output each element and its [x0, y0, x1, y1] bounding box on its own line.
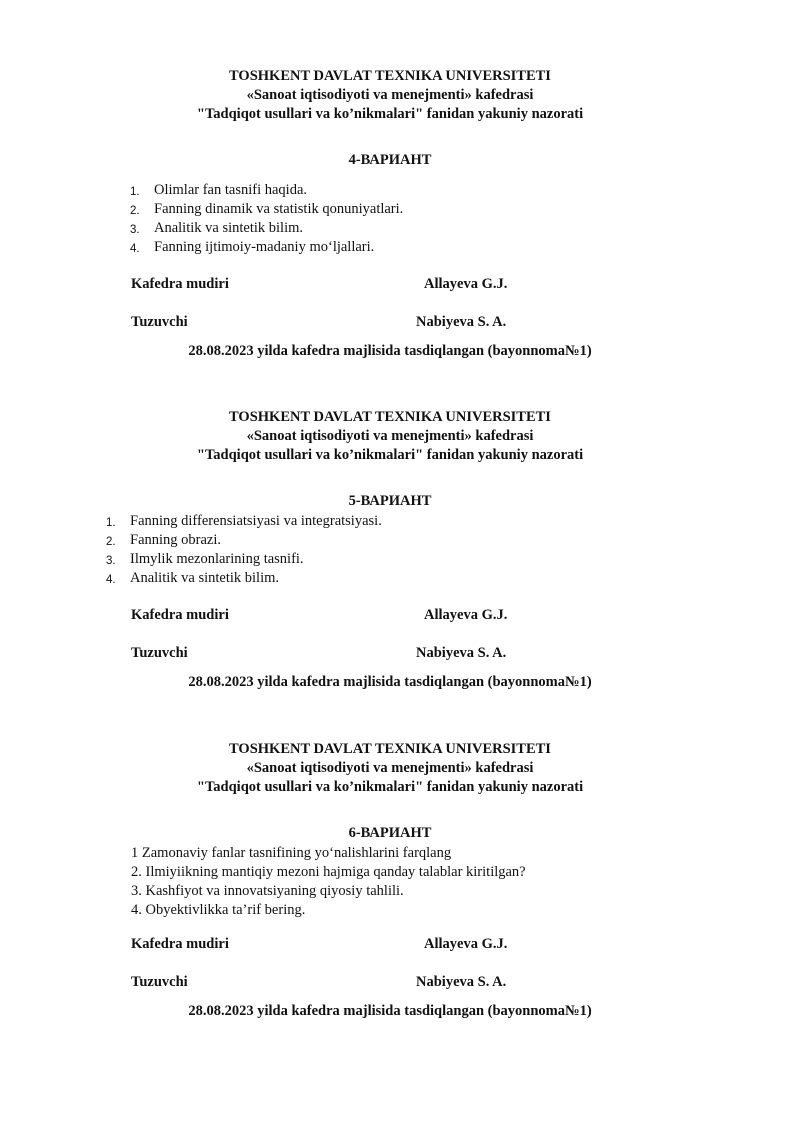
list-item: 2. Ilmiyiikning mantiqiy mezoni hajmiga qanday talablar kiritilgan? — [131, 864, 526, 880]
approval-note: 28.08.2023 yilda kafedra majlisida tasdiqlangan (bayonnoma№1) — [188, 1003, 592, 1019]
list-item: 2. Fanning dinamik va statistik qonuniyatlari. — [130, 201, 404, 217]
approval-note: 28.08.2023 yilda kafedra majlisida tasdiqlangan (bayonnoma№1) — [188, 343, 592, 359]
author-label: Tuzuvchi — [131, 314, 188, 330]
list-item: 2. Fanning obrazi. — [106, 532, 222, 548]
variant-title: 5-ВАРИАНТ — [348, 493, 432, 509]
list-item: 4. Fanning ijtimoiy-madaniy mo‘ljallari. — [130, 239, 375, 255]
list-item: 4. Analitik va sintetik bilim. — [106, 570, 280, 586]
head-name: Allayeva G.J. — [424, 936, 508, 952]
document-header — [0, 67, 780, 124]
author-name: Nabiyeva S. A. — [416, 974, 507, 990]
university-name: TOSHKENT DAVLAT TEXNIKA UNIVERSITETI — [229, 741, 551, 757]
head-name: Allayeva G.J. — [424, 276, 508, 292]
question-list — [131, 844, 526, 920]
variant-title: 6-ВАРИАНТ — [348, 825, 432, 841]
list-item: 3. Ilmylik mezonlarining tasnifi. — [106, 551, 304, 567]
list-item: 3. Analitik va sintetik bilim. — [130, 220, 304, 236]
author-label: Tuzuvchi — [131, 974, 188, 990]
exam-title: "Tadqiqot usullari va ko’nikmalari" fanidan yakuniy nazorati — [196, 447, 584, 463]
department-name: «Sanoat iqtisodiyoti va menejmenti» kafedrasi — [246, 760, 534, 776]
question-list — [106, 512, 382, 588]
list-item: 1 Zamonaviy fanlar tasnifining yo‘nalishlarini farqlang — [131, 845, 452, 861]
exam-title: "Tadqiqot usullari va ko’nikmalari" fanidan yakuniy nazorati — [196, 106, 584, 122]
variant-title: 4-ВАРИАНТ — [348, 152, 432, 168]
head-name: Allayeva G.J. — [424, 607, 508, 623]
list-item: 1. Olimlar fan tasnifi haqida. — [130, 182, 308, 198]
department-name: «Sanoat iqtisodiyoti va menejmenti» kafedrasi — [246, 87, 534, 103]
list-item: 4. Obyektivlikka ta’rif bering. — [131, 902, 306, 918]
author-name: Nabiyeva S. A. — [416, 645, 507, 661]
document-header — [0, 740, 780, 797]
university-name: TOSHKENT DAVLAT TEXNIKA UNIVERSITETI — [229, 68, 551, 84]
list-item: 3. Kashfiyot va innovatsiyaning qiyosiy tahlili. — [131, 883, 404, 899]
exam-title: "Tadqiqot usullari va ko’nikmalari" fanidan yakuniy nazorati — [196, 779, 584, 795]
author-name: Nabiyeva S. A. — [416, 314, 507, 330]
list-item: 1. Fanning differensiatsiyasi va integratsiyasi. — [106, 513, 382, 529]
approval-note: 28.08.2023 yilda kafedra majlisida tasdiqlangan (bayonnoma№1) — [188, 674, 592, 690]
author-label: Tuzuvchi — [131, 645, 188, 661]
head-label: Kafedra mudiri — [131, 607, 229, 623]
head-label: Kafedra mudiri — [131, 276, 229, 292]
university-name: TOSHKENT DAVLAT TEXNIKA UNIVERSITETI — [229, 409, 551, 425]
document-header — [0, 408, 780, 465]
department-name: «Sanoat iqtisodiyoti va menejmenti» kafedrasi — [246, 428, 534, 444]
question-list — [130, 181, 403, 257]
head-label: Kafedra mudiri — [131, 936, 229, 952]
